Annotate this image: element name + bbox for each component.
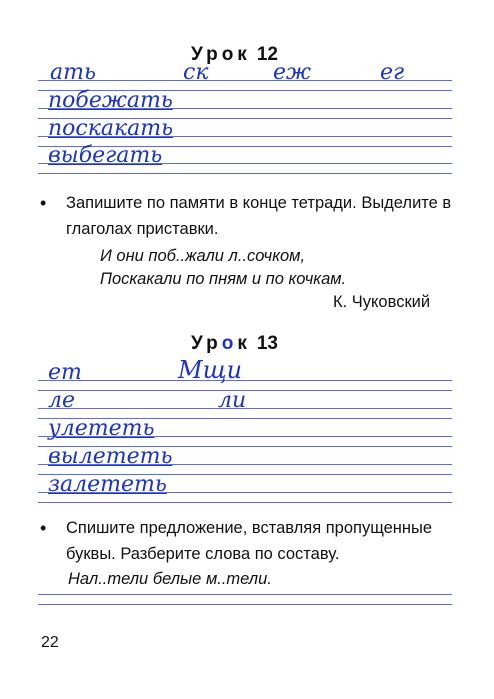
poem-line-1: И они поб..жали л..сочком, — [100, 247, 306, 265]
lesson-13-syllable-3: ле — [48, 388, 76, 413]
lesson-12-word-1: побежать — [48, 88, 173, 113]
lesson-13-syllable-4: ли — [218, 388, 247, 413]
task-12-bullet: • — [40, 193, 47, 213]
lesson-12-syllable-1: ать — [50, 60, 96, 85]
page-number: 22 — [41, 634, 59, 651]
task-13-instruction — [40, 515, 460, 567]
task-13-text: Спишите предложение, вставляя пропущенные буквы. Разберите слова по составу. — [66, 519, 433, 563]
poem-line-2: Поскакали по пням и по кочкам. — [100, 270, 347, 288]
lesson-13-title — [191, 333, 278, 355]
task-13-bullet: • — [40, 518, 47, 538]
lesson-12-syllable-3: еж — [273, 60, 312, 85]
lesson-13-word-3: залететь — [48, 472, 167, 497]
lesson-13-title-blue-o: о — [221, 333, 238, 354]
poem-author: К. Чуковский — [333, 293, 431, 311]
lesson-13-syllable-1: ет — [48, 360, 82, 385]
lesson-13-word-1: улететь — [48, 416, 155, 441]
task-12-text: Запишите по памяти в конце тетради. Выделите в глаголах приставки. — [66, 194, 452, 238]
lesson-13-syllable-2: Мщи — [178, 356, 243, 384]
lesson-13-title-word-start: Ур — [191, 333, 222, 354]
lesson-12-syllable-4: ег — [380, 60, 405, 85]
lesson-12-word-2: поскакать — [48, 116, 174, 141]
lesson-12-syllable-2: ск — [183, 60, 209, 85]
lesson-13-title-number: 13 — [256, 333, 278, 354]
lesson-13-title-word-end: к — [237, 333, 251, 354]
lesson-12-title-word: Урок — [191, 44, 251, 65]
task-12-instruction — [40, 190, 460, 242]
task-13-sentence: Нал..тели белые м..тели. — [68, 570, 272, 588]
lesson-12-title-number: 12 — [256, 44, 278, 65]
lesson-13-word-2: вылететь — [48, 444, 173, 469]
answer-ruled-lines — [38, 590, 452, 610]
lesson-12-word-3: выбегать — [48, 143, 163, 168]
